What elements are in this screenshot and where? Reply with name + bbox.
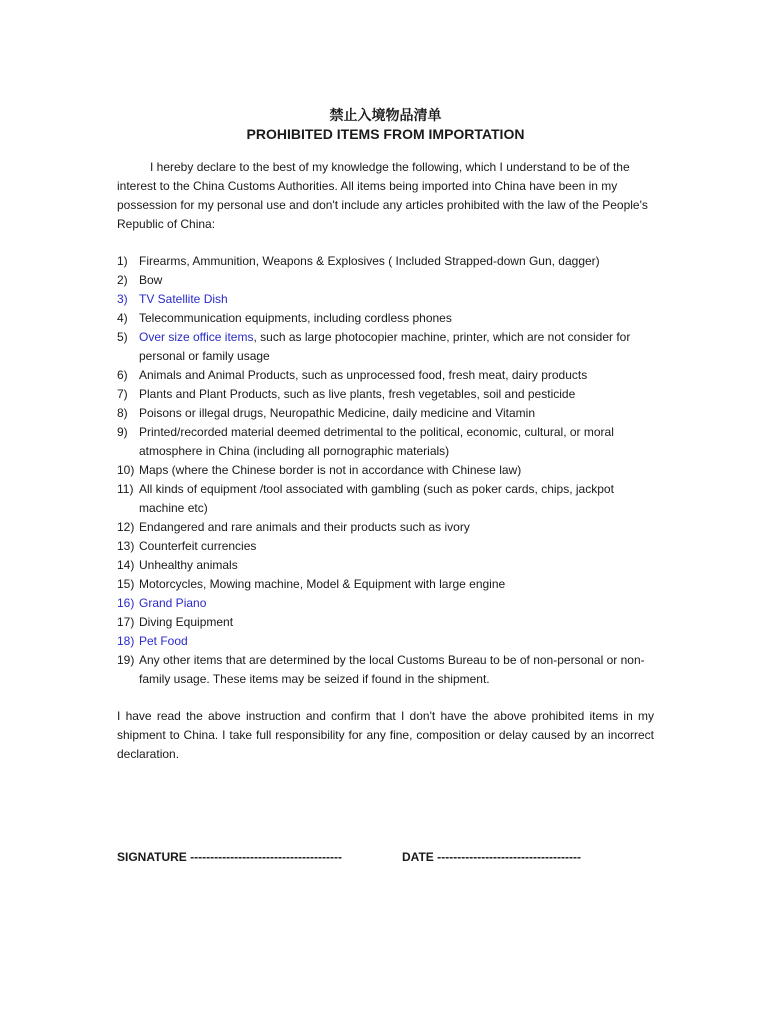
list-item (117, 366, 654, 385)
list-item (117, 556, 654, 575)
prohibited-items-list (117, 252, 654, 689)
list-item (117, 461, 654, 480)
list-item (117, 252, 654, 271)
date-line: DATE ------------------------------------ (402, 850, 581, 864)
list-item (117, 423, 654, 461)
item-text: Bow (139, 273, 163, 287)
signature-line: SIGNATURE -------------------------------------- (117, 850, 342, 864)
item-highlight: TV Satellite Dish (139, 292, 228, 306)
item-number: 6) (117, 368, 128, 382)
list-item (117, 651, 654, 689)
item-number: 16) (117, 596, 135, 610)
item-number: 1) (117, 254, 128, 268)
document-page (117, 106, 654, 764)
item-text: Counterfeit currencies (139, 539, 257, 553)
item-text: Animals and Animal Products, such as unprocessed food, fresh meat, dairy products (139, 368, 588, 382)
item-text: Printed/recorded material deemed detrimental to the political, economic, cultural, or moral atmosphere in China (including all pornographic materials) (139, 425, 614, 458)
item-number: 4) (117, 311, 128, 325)
declaration-intro: I hereby declare to the best of my knowledge the following, which I understand to be of the interest to the China Customs Authorities. All items being imported into China have been in my possession for my personal use and don't include any articles prohibited with the law of the People's Republic of China: (117, 160, 648, 231)
list-item (117, 309, 654, 328)
item-text: Firearms, Ammunition, Weapons & Explosives ( Included Strapped-down Gun, dagger) (139, 254, 600, 268)
item-number: 8) (117, 406, 128, 420)
title-chinese: 禁止入境物品清单 (329, 107, 442, 123)
item-text: Any other items that are determined by the local Customs Bureau to be of non-personal or non-family usage. These items may be seized if found in the shipment. (139, 653, 645, 686)
item-highlight: Pet Food (139, 634, 188, 648)
item-number: 10) (117, 463, 135, 477)
item-text: Maps (where the Chinese border is not in accordance with Chinese law) (139, 463, 522, 477)
item-number: 2) (117, 273, 128, 287)
item-number: 13) (117, 539, 135, 553)
title-english: PROHIBITED ITEMS FROM IMPORTATION (246, 126, 525, 142)
item-text: Diving Equipment (139, 615, 234, 629)
list-item (117, 385, 654, 404)
item-number: 7) (117, 387, 128, 401)
list-item (117, 328, 654, 366)
item-text: Poisons or illegal drugs, Neuropathic Medicine, daily medicine and Vitamin (139, 406, 535, 420)
list-item (117, 632, 654, 651)
list-item (117, 594, 654, 613)
item-number: 12) (117, 520, 135, 534)
list-item (117, 404, 654, 423)
item-highlight: Over size office items (139, 330, 254, 344)
list-item (117, 480, 654, 518)
list-item (117, 271, 654, 290)
signature-row (117, 849, 677, 865)
confirmation-paragraph: I have read the above instruction and confirm that I don't have the above prohibited items in my shipment to China. I take full responsibility for any fine, composition or delay caused by an incorrect declaration. (117, 709, 654, 761)
item-text: All kinds of equipment /tool associated with gambling (such as poker cards, chips, jackpot machine etc) (139, 482, 614, 515)
item-number: 9) (117, 425, 128, 439)
item-text: Telecommunication equipments, including cordless phones (139, 311, 452, 325)
item-number: 19) (117, 653, 135, 667)
item-number: 11) (117, 482, 134, 496)
item-highlight: Grand Piano (139, 596, 207, 610)
list-item (117, 613, 654, 632)
list-item (117, 518, 654, 537)
item-text: Unhealthy animals (139, 558, 238, 572)
list-item (117, 575, 654, 594)
item-text: , such as large photocopier machine, printer, which are not consider for personal or family usage (139, 330, 631, 363)
item-number: 14) (117, 558, 135, 572)
item-number: 18) (117, 634, 135, 648)
list-item (117, 537, 654, 556)
item-text: Plants and Plant Products, such as live plants, fresh vegetables, soil and pesticide (139, 387, 576, 401)
item-text: Endangered and rare animals and their products such as ivory (139, 520, 470, 534)
item-number: 17) (117, 615, 135, 629)
item-number: 15) (117, 577, 135, 591)
item-number: 3) (117, 292, 128, 306)
item-text: Motorcycles, Mowing machine, Model & Equipment with large engine (139, 577, 506, 591)
list-item (117, 290, 654, 309)
item-number: 5) (117, 330, 128, 344)
